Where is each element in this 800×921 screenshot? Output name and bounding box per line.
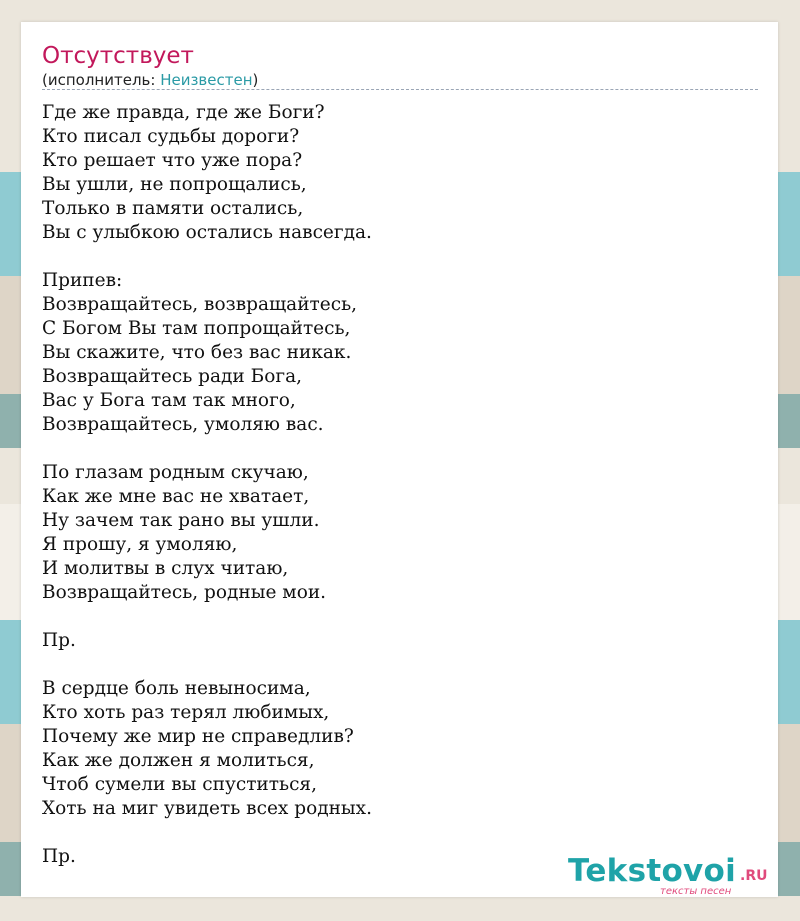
site-logo[interactable] [568, 854, 773, 896]
divider [42, 89, 758, 90]
logo-tld: .RU [740, 868, 768, 884]
artist-link[interactable]: Неизвестен [160, 71, 253, 89]
artist-suffix: ) [252, 71, 259, 89]
artist-line [42, 70, 258, 90]
song-title: Отсутствует [42, 43, 194, 69]
lyrics-card [21, 22, 778, 897]
logo-tagline: тексты песен [660, 886, 732, 897]
logo-name: Tekstovoi [568, 853, 737, 889]
artist-prefix: (исполнитель: [42, 71, 161, 89]
lyrics-text: Где же правда, где же Боги? Кто писал судьбы дороги? Кто решает что уже пора? Вы ушли, не попрощались, Только в памяти остались, Вы с улыбкою остались навсегда. Припев: Возвращайтесь, возвращайтесь, С Богом Вы там попрощайтесь, Вы скажите, что без вас никак. Возвращайтесь ради Бога, Вас у Бога там так много, Возвращайтесь, умоляю вас. По глазам родным скучаю, Как же мне вас не хватает, Ну зачем так рано вы ушли. Я прошу, я умоляю, И молитвы в слух читаю, Возвращайтесь, родные мои. Пр. В сердце боль невыносима, Кто хоть раз терял любимых, Почему же мир не справедлив? Как же должен я молиться, Чтоб сумели вы спуститься, Хоть на миг увидеть всех родных. Пр. [42, 102, 372, 867]
